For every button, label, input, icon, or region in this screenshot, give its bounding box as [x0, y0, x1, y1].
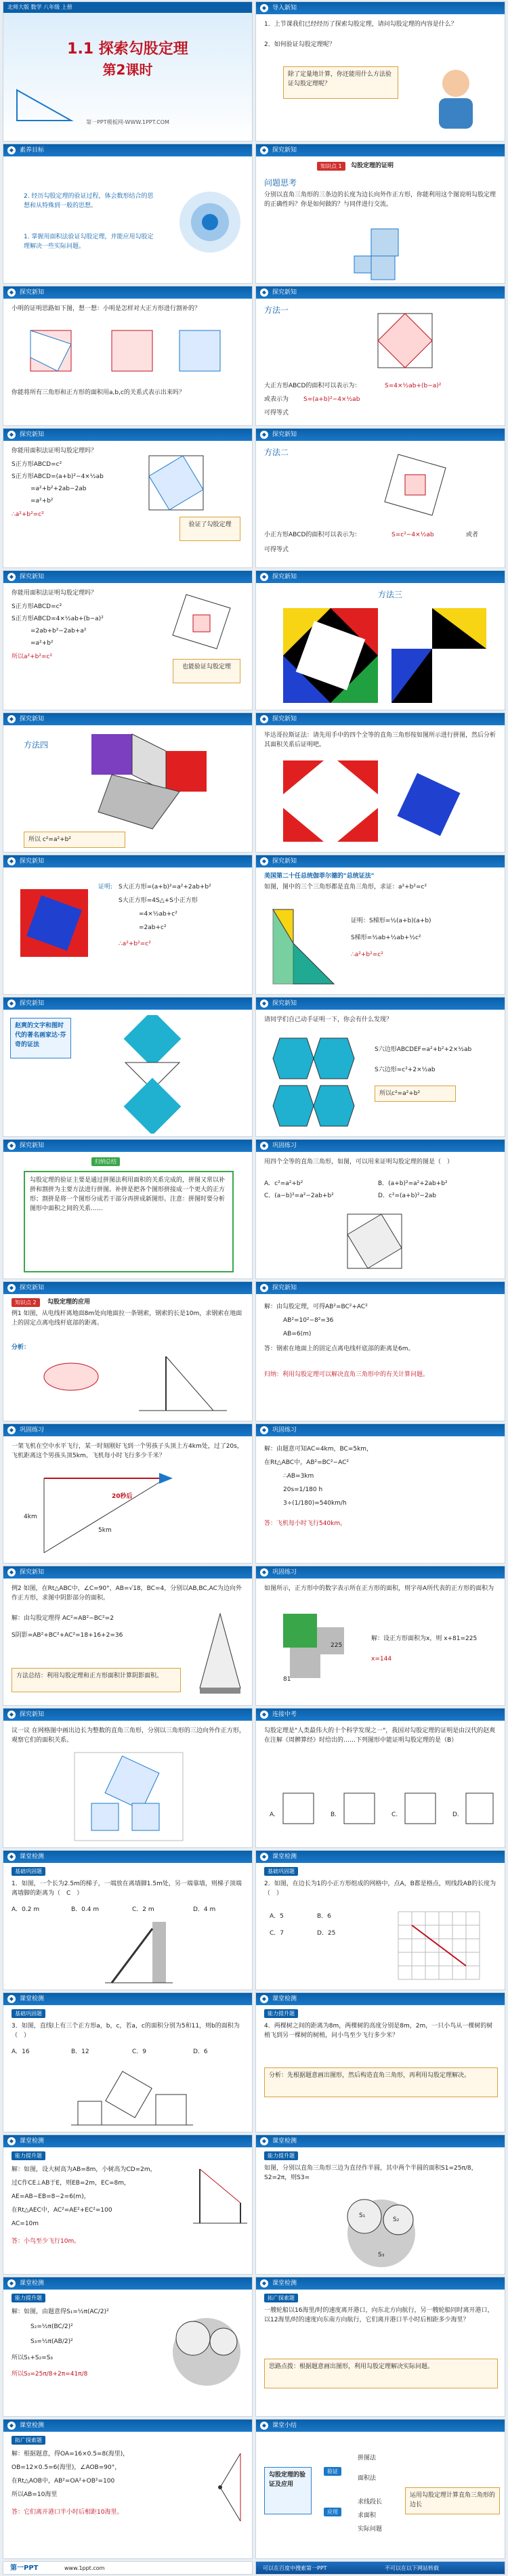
square-diagram-icon — [166, 591, 240, 652]
slide-37-left — [3, 2561, 253, 2575]
hint-box: 思路点拨：根据题意画出图形，利用勾股定理解决实际问题。 — [264, 2359, 498, 2388]
side-text: 赵爽的文字和图时代的著名画家达·芬奇的证法 — [10, 1018, 71, 1058]
option-c[interactable]: C．2 m — [132, 1906, 154, 1913]
solution-line-3: ∴AB=3km — [283, 1473, 314, 1480]
slide-22 — [255, 1423, 505, 1564]
header-icon: ◆ — [7, 1000, 16, 1008]
knowledge-tag: 知识点 1 — [317, 162, 345, 171]
slide-7 — [3, 428, 253, 568]
summary-root: 勾股定理的验证及应用 — [264, 2467, 312, 2514]
airplane-diagram-icon — [30, 1472, 207, 1560]
slide-29 — [3, 1992, 253, 2132]
slide-header: ◆ 探究新知 — [256, 571, 505, 583]
header-icon: ◆ — [7, 1284, 16, 1292]
label-s1: S₁ — [359, 2212, 366, 2219]
squares-area-diagram-icon — [276, 1607, 358, 1681]
cut-paste-diagram-icon — [24, 327, 227, 381]
header-icon: ◆ — [260, 715, 268, 723]
solution-line-3: S₃=½π(AB/2)² — [30, 2338, 73, 2345]
inner-square-diagram-icon — [378, 448, 452, 522]
solution-line-4: 在Rt△AEC中，AC²=AE²+EC²=100 — [12, 2207, 112, 2214]
triangle-squares-icon — [193, 1607, 247, 1695]
slide-11 — [3, 712, 253, 853]
slide-header: ◆ 课堂检测 — [256, 2135, 505, 2147]
ladder-diagram-icon — [105, 1918, 179, 1986]
slide-header: ◆ 课堂检测 — [3, 1851, 252, 1863]
header-icon: ◆ — [7, 1142, 16, 1150]
lesson-subtitle: 第2课时 — [102, 62, 153, 78]
solution-line-2: S阴影=AB²+BC²+AC²=18+16+2=36 — [12, 1632, 123, 1639]
formula-1: S正方形ABCD=c² — [12, 461, 62, 468]
difficulty-tag: 能力提升题 — [12, 2294, 45, 2302]
option-c[interactable]: C．7 — [270, 1930, 284, 1937]
slide-16 — [255, 997, 505, 1137]
solution-line-5: 所以S₃=25π/8+2π=41π/8 — [12, 2371, 88, 2378]
slide-header: ◆ 课堂检测 — [256, 2277, 505, 2290]
option-c[interactable]: C．9 — [132, 2048, 147, 2055]
slide-header: ◆ 巩固练习 — [256, 1424, 505, 1436]
difficulty-tag: 基础巩固题 — [12, 2009, 45, 2018]
question-1: 1．上节课我们已经经历了探索勾股定理，请问勾股定理的内容是什么？ — [264, 21, 457, 28]
slide-header: ◆ 探究新知 — [3, 429, 252, 441]
slide-header: ◆ 探究新知 — [3, 286, 252, 299]
question-2: 2．如何验证勾股定理呢？ — [264, 41, 335, 48]
option-b[interactable]: B．0.4 m — [71, 1906, 100, 1913]
header-icon: ◆ — [260, 1995, 268, 2003]
solution-line-1: 解：由题意可知AC=4km，BC=5km， — [264, 1446, 373, 1453]
formula-2: S六边形=c²+2×½ab — [375, 1067, 436, 1073]
formula-3: =2ab+b²−2ab+a² — [30, 628, 87, 635]
slide-header: ◆ 探究新知 — [3, 1140, 252, 1152]
method-title: 方法四 — [24, 740, 49, 750]
header-icon: ◆ — [7, 1711, 16, 1719]
slide-header: ◆ 探究新知 — [3, 713, 252, 725]
solution-line-6: 答：飞机每小时飞行540km。 — [264, 1520, 347, 1527]
slide-31 — [3, 2134, 253, 2275]
option-d[interactable]: D．4 m — [193, 1906, 216, 1913]
knowledge-label: 勾股定理的证明 — [351, 163, 394, 169]
slide-header: ◆ 课堂检测 — [256, 1993, 505, 2005]
option-d[interactable]: D．6 — [193, 2048, 208, 2055]
slide-header: ◆ 课堂检测 — [3, 1993, 252, 2005]
question: 1．如图，一个长为2.5m的梯子，一端放在离墙脚1.5m处，另一端靠墙，则梯子顶端离墙脚的距离为（ C ） — [12, 1881, 242, 1897]
student-figure-icon — [419, 63, 493, 131]
difficulty-tag: 基础巩固题 — [264, 1867, 298, 1876]
option-a[interactable]: A．c²=a²+b² — [264, 1180, 303, 1187]
difficulty-tag: 能力提升题 — [264, 2151, 298, 2160]
header-icon: ◆ — [260, 2137, 268, 2145]
label-s2: S₂ — [393, 2216, 400, 2223]
label-s3: S₃ — [378, 2252, 385, 2258]
slide-header: ◆ 课堂检测 — [3, 2277, 252, 2290]
solution-line-4: 答：钢索在地面上的固定点离电线杆底部的距离是6m。 — [264, 1346, 415, 1352]
option-a[interactable]: A．5 — [270, 1913, 284, 1920]
label-5km: 5km — [98, 1527, 112, 1534]
header-icon: ◆ — [7, 1426, 16, 1434]
header-icon: ◆ — [7, 857, 16, 865]
option-c[interactable]: C．(a−b)²=a²−2ab+b² — [264, 1193, 334, 1199]
slide-header: ◆ 巩固练习 — [256, 1566, 505, 1579]
slide-header: ◆ 课堂检测 — [3, 2135, 252, 2147]
discussion-text: 议一议 在网格图中画出边长为整数的直角三角形，分别以三角形的三边向外作正方形，观察它们的面积关系。 — [12, 1727, 245, 1744]
slide-header: ◆ 探究新知 — [256, 286, 505, 299]
bhaskara-square-icon — [14, 882, 95, 964]
knowledge-tag: 知识点 2 — [12, 1298, 40, 1307]
header-icon: ◆ — [7, 146, 16, 154]
formula-a: S=4×½ab+(b−a)² — [385, 383, 442, 389]
slide-15 — [3, 997, 253, 1137]
header-icon: ◆ — [260, 2279, 268, 2288]
header-icon: ◆ — [7, 2422, 16, 2430]
header-icon: ◆ — [7, 2279, 16, 2288]
slide-34 — [255, 2277, 505, 2417]
slide-header: ◆ 课堂检测 — [256, 1851, 505, 1863]
ship-route-diagram-icon — [193, 2447, 247, 2528]
header-icon: ◆ — [260, 1853, 268, 1861]
node-practical: 实际问题 — [358, 2526, 383, 2533]
difficulty-tag: 拓广探索题 — [12, 2436, 45, 2445]
solution-line-5: 3÷(1/180)=540km/h — [283, 1500, 347, 1507]
header-icon: ◆ — [260, 1426, 268, 1434]
slide-14 — [255, 855, 505, 995]
formula-4: =a²+b² — [30, 498, 54, 505]
question: 用四个全等的直角三角形，如图，可以用来证明勾股定理的图是（ ） — [264, 1159, 454, 1165]
solution-line-1: 解：如图，设大树高为AB=8m，小树高为CD=2m， — [12, 2166, 156, 2173]
question: 一架飞机在空中水平飞行，某一时刻刚好飞到一个男孩子头顶上方4km处，过了20s，飞机距离这个男孩头顶5km。飞机每小时飞行多少千米？ — [12, 1443, 243, 1459]
option-d[interactable]: D．25 — [317, 1930, 336, 1937]
solution-line-1: 解：由勾股定理，可得AB²=BC²+AC² — [264, 1304, 368, 1310]
header-icon: ◆ — [260, 4, 268, 12]
hexagon-diagrams-icon — [266, 1031, 368, 1133]
result-box: 所以 c²=a²+b² — [24, 832, 125, 848]
method-line-1: 小正方形ABCD的面积可以表示为： — [264, 532, 361, 538]
slide-10 — [255, 570, 505, 710]
slide-5 — [3, 286, 253, 426]
proof-line-1: S大正方形=(a+b)²=a²+2ab+b² — [119, 884, 211, 890]
solution-line-5: 归纳：利用勾股定理可以解决直角三角形中的有关计算问题。 — [264, 1371, 429, 1378]
ppt-logo: 第一PPT — [10, 2564, 39, 2572]
method-line-2: 或表示为 — [264, 396, 289, 403]
slide-header: ◆ 探究新知 — [256, 713, 505, 725]
solution-line-2: 过C作CE⊥AB于E，则EB=2m，EC=8m， — [12, 2180, 131, 2187]
formula-2: S正方形ABCD=(a+b)²−4×½ab — [12, 473, 104, 480]
question: 请同学们自己动手证明一下，你会有什么发现？ — [264, 1016, 393, 1023]
square-diagram-icon — [139, 449, 213, 517]
question: 一艘轮船以16海里/时的速度离开港口，向东北方向航行，另一艘轮船同时离开港口，以12海里/时的速度向东南方向航行，它们离开港口半小时后相距多少海里？ — [264, 2307, 494, 2323]
solution-line-1: 解：根据题意，得OA=16×0.5=8(海里)， — [12, 2451, 129, 2457]
question: 你能用面积法证明勾股定理吗？ — [12, 448, 98, 454]
option-b[interactable]: B. — [331, 1811, 337, 1818]
option-d[interactable]: D. — [452, 1811, 459, 1818]
slide-24 — [255, 1566, 505, 1706]
slide-12 — [255, 712, 505, 853]
formula-1: S六边形ABCDEF=a²+b²+2×½ab — [375, 1046, 472, 1053]
question: 如图所示，正方形中的数字表示所在正方形的面积，则字母A所代表的正方形的面积为 — [264, 1585, 494, 1592]
footer-note-2: 不可以在以下网站转载 — [385, 2565, 439, 2571]
option-a[interactable]: A. — [270, 1811, 276, 1818]
slide-19 — [3, 1281, 253, 1421]
solution-line-4: 所以AB=10海里 — [12, 2491, 58, 2498]
proof-line-5: ∴a²+b²=c² — [119, 941, 151, 947]
solution-line-3: AB=6(m) — [283, 1331, 312, 1337]
example-text: 例1 如图，从电线杆离地面8m处向地面拉一条钢索，钢索的长是10m，求钢索在地面上的固定点离电线杆底部的距离。 — [12, 1310, 242, 1327]
node-area: 面积法 — [358, 2475, 377, 2482]
analysis-box: 分析：先根据题意画出图形，然后构造直角三角形，再利用勾股定理解决。 — [264, 2067, 498, 2097]
slide-35 — [3, 2419, 253, 2559]
option-a[interactable]: A．0.2 m — [12, 1906, 40, 1913]
method-line-3: 可得等式 — [264, 410, 289, 416]
solution-line-6: 答：小鸟至少飞行10m。 — [12, 2238, 81, 2245]
header-icon: ◆ — [7, 1568, 16, 1576]
pythagoras-squares-icon — [351, 226, 419, 283]
summary-note: 运用勾股定理计算直角三角形的边长 — [405, 2487, 500, 2514]
da-vinci-diagram-icon — [85, 1015, 220, 1134]
header-icon: ◆ — [7, 573, 16, 581]
summary-box: 勾股定理的验证主要是通过拼图法利用面积的关系完成的，拼图又常以补拼和割拼为主要方法进行拼图。补拼是把各个图形拼接成一个更大的正方形；割拼是将一个图形分成若干部分再拼成新图形。注意：拼图时要分析图形中面积之间的关系…… — [24, 1171, 234, 1272]
difficulty-tag: 能力提升题 — [12, 2151, 45, 2160]
proof-line-1: 证明：S梯形=½(a+b)(a+b) — [351, 918, 431, 924]
formula: S=c²−4×½ab — [391, 532, 434, 538]
decor-triangle-icon — [10, 83, 78, 124]
header-icon: ◆ — [7, 1995, 16, 2003]
header-icon: ◆ — [260, 857, 268, 865]
slide-36 — [255, 2419, 505, 2559]
slide-header: ◆ 导入新知 — [256, 2, 505, 14]
slide-18 — [255, 1139, 505, 1279]
proof-line-3: =4×½ab+c² — [139, 911, 177, 918]
question: 3．如图，直线l上有三个正方形a，b，c，若a，c的面积分别为5和11，则b的面积为（ ） — [12, 2023, 240, 2039]
summary-tag: 归纳总结 — [91, 1157, 120, 1166]
header-icon: ◆ — [260, 288, 268, 297]
title-topbar: 北师大版 数学 八年级 上册 — [3, 2, 252, 13]
formula-2: S正方形ABCD=4×½ab+(b−a)² — [12, 616, 104, 622]
slide-header: ◆ 探究新知 — [3, 997, 252, 1010]
slide-header: ◆ 探究新知 — [256, 855, 505, 867]
slide-17 — [3, 1139, 253, 1279]
colored-squares-diagram-icon — [270, 605, 493, 706]
header-icon: ◆ — [7, 431, 16, 439]
instruction: 毕达哥拉斯证法：请先用手中的四个全等的直角三角形按如图所示进行拼图，然后分析其面积关系后证明吧。 — [264, 732, 496, 748]
lesson-title: 1.1 探索勾股定理 — [67, 41, 188, 58]
branch-verify: 验证 — [324, 2467, 341, 2476]
section-title: 美国第二十任总统伽菲尔德的"总统证法" — [264, 873, 375, 880]
proof-line-2: S梯形=½ab+½ab+½c² — [351, 935, 421, 941]
question-2: 你能将所有三角形和正方形的面积用a,b,c的关系式表示出来吗？ — [12, 389, 185, 396]
slide-header: ◆ 探究新知 — [3, 1566, 252, 1579]
problem-text: 如图，图中的三个三角形都是直角三角形，求证：a²+b²=c² — [264, 884, 427, 890]
question: 如图，分别以直角三角形三边为直径作半圆，其中两个半圆的面积S1=25π/8，S2=2π，则S3= — [264, 2165, 478, 2181]
header-icon: ◆ — [260, 1284, 268, 1292]
slide-3 — [3, 144, 253, 284]
node-puzzle: 拼图法 — [358, 2455, 377, 2462]
options-diagrams-icon — [280, 1790, 496, 1837]
formula-1: S正方形ABCD=c² — [12, 603, 62, 610]
slide-33 — [3, 2277, 253, 2417]
slide-header: ◆ 素养目标 — [3, 144, 252, 156]
header-icon: ◆ — [260, 146, 268, 154]
goal-2: 2. 经历勾股定理的验证过程，体会数形结合的思想和从特殊到一般的思想。 — [24, 193, 154, 209]
option-b[interactable]: B．(a+b)²=a²+2ab+b² — [378, 1180, 448, 1187]
header-icon: ◆ — [260, 1711, 268, 1719]
header-icon: ◆ — [260, 1568, 268, 1576]
knowledge-label: 勾股定理的应用 — [47, 1299, 91, 1306]
header-icon: ◆ — [260, 1142, 268, 1150]
ppt-url: www.1ppt.com — [64, 2565, 105, 2571]
question: 勾股定理是"人类最伟大的十个科学发现之一"，我国对勾股定理的证明是由汉代的赵爽在注解《周髀算经》时给出的……下列图形中能证明勾股定理的是（B） — [264, 1727, 496, 1744]
slide-header: ◆ 课堂检测 — [3, 2420, 252, 2432]
solution-line-2: S₂=½π(BC/2)² — [30, 2323, 73, 2330]
analyze-label: 分析： — [12, 1344, 30, 1351]
header-icon: ◆ — [260, 573, 268, 581]
solution-line-4: 所以S₁+S₂=S₃ — [12, 2355, 54, 2361]
method-summary: 方法总结：利用勾股定理和正方形面积计算阴影面积。 — [12, 1668, 181, 1692]
formula-5: ∴a²+b²=c² — [12, 511, 44, 518]
four-triangles-diagram-icon — [270, 754, 493, 849]
slide-28 — [255, 1850, 505, 1990]
solution-line-1: 解：如图，由题意得S₁=½π(AC/2)² — [12, 2309, 109, 2315]
slide-header: ◆ 探究新知 — [256, 997, 505, 1010]
trapezoid-diagram-icon — [266, 903, 341, 991]
target-illustration-icon — [173, 171, 247, 273]
difficulty-tag: 拓广探索题 — [264, 2294, 298, 2302]
solution-line-2: OB=12×0.5=6(海里)，∠AOB=90°， — [12, 2464, 121, 2471]
question: 4．两棵树之间的距离为8m，两棵树的高度分别是8m，2m，一只小鸟从一棵树的树梢飞到另一棵树的树梢，问小鸟至少飞行多少米？ — [264, 2023, 493, 2039]
result-box: 所以c²=a²+b² — [375, 1086, 456, 1102]
method-title: 方法二 — [264, 448, 289, 457]
answer-line-2: x=144 — [371, 1656, 392, 1662]
formula-b: S=(a+b)²−4×½ab — [303, 396, 360, 403]
slide-25 — [3, 1708, 253, 1848]
header-icon: ◆ — [7, 715, 16, 723]
option-b[interactable]: B．6 — [317, 1913, 331, 1920]
slide-header: ◆ 巩固练习 — [256, 1140, 505, 1152]
solution-line-2: AB²=10²−8²=36 — [283, 1317, 334, 1324]
proof-line-3: ∴a²+b²=c² — [351, 951, 383, 958]
question: 小明的证明思路如下图，想一想：小明是怎样对大正方形进行割补的？ — [12, 305, 201, 312]
slide-6 — [255, 286, 505, 426]
header-icon: ◆ — [260, 2422, 268, 2430]
site-label: 第一PPT模板网-WWW.1PPT.COM — [86, 119, 169, 125]
solution-line-5: 答：它们离开港口半小时后相距10海里。 — [12, 2509, 123, 2516]
method-line-3: 可得等式 — [264, 546, 289, 553]
answer-line-1: 解：设正方形面积为x，则 x+81=225 — [371, 1635, 478, 1642]
tilted-squares-icon — [71, 2067, 193, 2128]
option-d[interactable]: D．c²=(a+b)²−2ab — [378, 1193, 436, 1199]
slide-header: ◆ 探究新知 — [256, 1282, 505, 1294]
header-icon: ◆ — [260, 1000, 268, 1008]
slide-32 — [255, 2134, 505, 2275]
header-icon: ◆ — [260, 431, 268, 439]
method-line-1: 大正方形ABCD的面积可以表示为： — [264, 383, 361, 389]
solution-line-3: 在Rt△AOB中，AB²=OA²+OB²=100 — [12, 2478, 115, 2485]
slide-8 — [255, 428, 505, 568]
value-81: 81 — [283, 1676, 291, 1683]
formula-3: =a²+b²+2ab−2ab — [30, 486, 87, 492]
option-a[interactable]: A．16 — [12, 2048, 30, 2055]
option-b[interactable]: B．12 — [71, 2048, 89, 2055]
trees-diagram-icon — [193, 2162, 247, 2230]
slide-header: ◆ 连接中考 — [256, 1709, 505, 1721]
header-icon: ◆ — [7, 288, 16, 297]
semicircles-diagram-icon — [166, 2311, 247, 2392]
slide-header: ◆ 探究新知 — [256, 144, 505, 156]
header-icon: ◆ — [7, 2137, 16, 2145]
grid-diagram-icon — [391, 1905, 486, 1986]
slide-30 — [255, 1992, 505, 2132]
example-text: 例2 如图，在Rt△ABC中，∠C=90°，AB=√18，BC=4，分别以AB,BC,AC为边向外作正方形，求图中阴影部分的面积。 — [12, 1585, 242, 1602]
slide-header: ◆ 巩固练习 — [3, 1424, 252, 1436]
value-225: 225 — [331, 1642, 343, 1649]
slide-header: ◆ 探究新知 — [3, 855, 252, 867]
method-title: 方法三 — [378, 590, 403, 599]
slide-20 — [255, 1281, 505, 1421]
slide-header: ◆ 探究新知 — [3, 1282, 252, 1294]
node-segment: 求线段长 — [358, 2499, 383, 2506]
slide-27 — [3, 1850, 253, 1990]
method-title: 方法一 — [264, 305, 289, 315]
speech-bubble: 除了定量地计算，你还能用什么方法验证勾股定理呢？ — [283, 66, 398, 99]
goal-1: 1. 掌握用面积法验证勾股定理，并能应用勾股定理解决一些实际问题。 — [24, 234, 154, 250]
difficulty-tag: 基础巩固题 — [12, 1867, 45, 1876]
formula-5: 所以a²+b²=c² — [12, 653, 53, 660]
pole-diagram-icon — [30, 1350, 234, 1417]
proof-line-4: =2ab+c² — [139, 924, 167, 931]
section-title: 问题思考 — [264, 178, 297, 188]
slide-header: ◆ 探究新知 — [3, 571, 252, 583]
question: 你能用面积法证明勾股定理吗？ — [12, 590, 98, 597]
slide-title — [3, 1, 253, 142]
difficulty-tag: 能力提升题 — [264, 2009, 298, 2018]
slide-37 — [255, 2561, 505, 2575]
slide-header: ◆ 课堂小结 — [256, 2420, 505, 2432]
proof-title: 证明: — [98, 884, 113, 890]
result-bubble: 验证了勾股定理 — [179, 517, 240, 541]
footer-note-1: 可以在百度中搜索第一PPT — [263, 2565, 327, 2571]
solution-line-4: 20s=1/180 h — [283, 1486, 323, 1493]
method-four-diagram-icon — [85, 731, 234, 832]
label-4km: 4km — [24, 1514, 37, 1520]
problem-body: 分别以直角三角形的三条边的长度为边长向外作正方形，你能利用这个图说明勾股定理的正确性吗？你是如何做的？与同伴进行交流。 — [264, 192, 496, 208]
time-label: 20秒后 — [112, 1493, 133, 1500]
option-c[interactable]: C. — [391, 1811, 398, 1818]
formula-4: =a²+b² — [30, 640, 54, 647]
square-diagram-icon — [364, 307, 446, 374]
slide-23 — [3, 1566, 253, 1706]
slide-26 — [255, 1708, 505, 1848]
grid-squares-diagram-icon — [71, 1749, 186, 1844]
header-icon: ◆ — [7, 1853, 16, 1861]
solution-line-2: 在Rt△ABC中，AB²=BC²−AC² — [264, 1459, 349, 1466]
slide-header: ◆ 探究新知 — [3, 1709, 252, 1721]
slide-21 — [3, 1423, 253, 1564]
slide-header: ◆ 探究新知 — [256, 429, 505, 441]
solution-line-3: AE=AB−EB=8−2=6(m)， — [12, 2193, 90, 2200]
method-line-2: 或者 — [466, 532, 479, 538]
node-area-calc: 求面积 — [358, 2512, 377, 2519]
slide-2 — [255, 1, 505, 142]
solution-line-1: 解：由勾股定理得 AC²=AB²−BC²=2 — [12, 1615, 114, 1622]
proof-line-2: S大正方形=4S△+S小正方形 — [119, 897, 198, 904]
question: 2．如图，在边长为1的小正方形组成的网格中，点A，B都是格点，则线段AB的长度为（ ） — [264, 1881, 496, 1897]
solution-line-5: AC=10m — [12, 2220, 39, 2227]
slide-4 — [255, 144, 505, 284]
square-diagram-icon — [337, 1207, 412, 1275]
slide-9 — [3, 570, 253, 710]
slide-13 — [3, 855, 253, 995]
branch-apply: 应用 — [324, 2508, 341, 2516]
result-bubble: 也能验证勾股定理 — [173, 659, 240, 683]
